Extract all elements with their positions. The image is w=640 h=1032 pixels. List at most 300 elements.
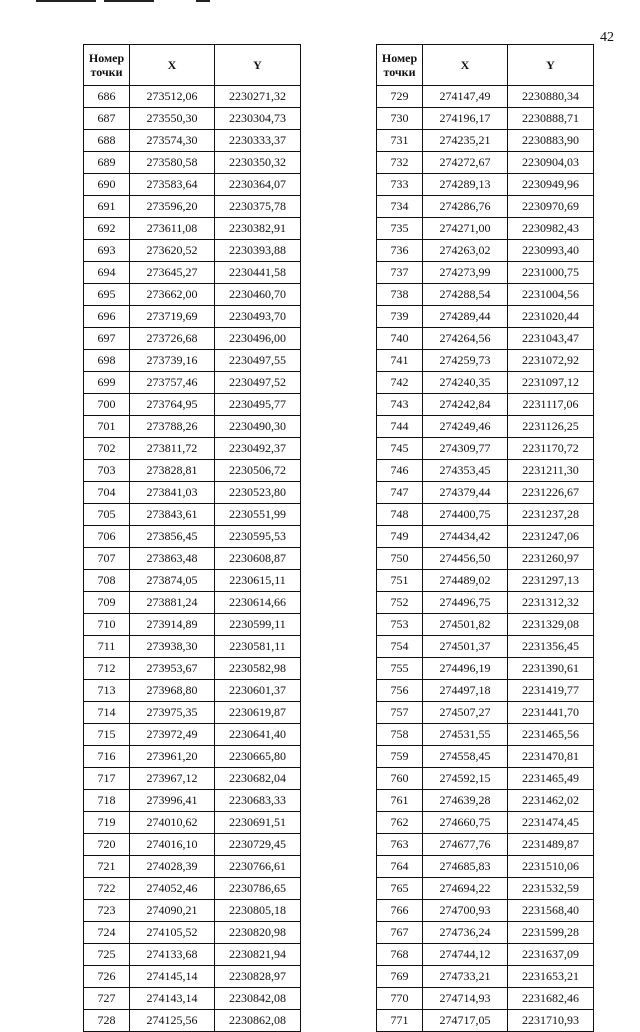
cell-point-number: 727 [84, 988, 130, 1010]
cell-point-number: 692 [84, 218, 130, 240]
cell-y: 2230608,87 [215, 548, 301, 570]
cell-x: 274456,50 [423, 548, 508, 570]
cell-point-number: 726 [84, 966, 130, 988]
cell-x: 274489,02 [423, 570, 508, 592]
cell-y: 2231465,56 [508, 724, 594, 746]
cell-point-number: 714 [84, 702, 130, 724]
cell-y: 2230683,33 [215, 790, 301, 812]
cell-y: 2231126,25 [508, 416, 594, 438]
cell-point-number: 694 [84, 262, 130, 284]
cell-y: 2230691,51 [215, 812, 301, 834]
table-row [84, 416, 301, 438]
cell-y: 2231441,70 [508, 702, 594, 724]
cell-point-number: 752 [377, 592, 423, 614]
cell-point-number: 731 [377, 130, 423, 152]
cell-point-number: 704 [84, 482, 130, 504]
cell-x: 274289,44 [423, 306, 508, 328]
table-row [377, 394, 594, 416]
cell-x: 273961,20 [130, 746, 215, 768]
cell-y: 2230766,61 [215, 856, 301, 878]
cell-y: 2230821,94 [215, 944, 301, 966]
cell-x: 274714,93 [423, 988, 508, 1010]
cell-point-number: 741 [377, 350, 423, 372]
table-row [377, 834, 594, 856]
cell-x: 274744,12 [423, 944, 508, 966]
cell-y: 2230949,96 [508, 174, 594, 196]
cell-x: 273863,48 [130, 548, 215, 570]
cell-point-number: 720 [84, 834, 130, 856]
cell-y: 2230492,37 [215, 438, 301, 460]
scan-artifact-line [104, 0, 154, 2]
cell-x: 273662,00 [130, 284, 215, 306]
cell-y: 2230729,45 [215, 834, 301, 856]
cell-point-number: 717 [84, 768, 130, 790]
cell-x: 274143,14 [130, 988, 215, 1010]
table-row [377, 988, 594, 1010]
cell-x: 274497,18 [423, 680, 508, 702]
cell-x: 273764,95 [130, 394, 215, 416]
cell-x: 274677,76 [423, 834, 508, 856]
cell-point-number: 716 [84, 746, 130, 768]
table-row [377, 306, 594, 328]
table-row [84, 482, 301, 504]
cell-x: 273719,69 [130, 306, 215, 328]
cell-y: 2231470,81 [508, 746, 594, 768]
cell-point-number: 765 [377, 878, 423, 900]
cell-point-number: 740 [377, 328, 423, 350]
table-row [377, 746, 594, 768]
cell-point-number: 754 [377, 636, 423, 658]
cell-point-number: 769 [377, 966, 423, 988]
table-row [84, 768, 301, 790]
table-row [377, 658, 594, 680]
cell-x: 274501,82 [423, 614, 508, 636]
cell-point-number: 705 [84, 504, 130, 526]
cell-y: 2230393,88 [215, 240, 301, 262]
cell-point-number: 686 [84, 86, 130, 108]
cell-x: 273574,30 [130, 130, 215, 152]
table-row [84, 570, 301, 592]
table-row [377, 812, 594, 834]
cell-x: 274133,68 [130, 944, 215, 966]
cell-point-number: 761 [377, 790, 423, 812]
cell-y: 2230364,07 [215, 174, 301, 196]
cell-y: 2231117,06 [508, 394, 594, 416]
cell-y: 2230523,80 [215, 482, 301, 504]
cell-y: 2230490,30 [215, 416, 301, 438]
cell-y: 2231510,06 [508, 856, 594, 878]
cell-y: 2230595,53 [215, 526, 301, 548]
cell-y: 2230599,11 [215, 614, 301, 636]
cell-point-number: 764 [377, 856, 423, 878]
cell-point-number: 700 [84, 394, 130, 416]
table-row [377, 724, 594, 746]
cell-point-number: 721 [84, 856, 130, 878]
cell-y: 2230786,65 [215, 878, 301, 900]
cell-point-number: 718 [84, 790, 130, 812]
cell-y: 2230665,80 [215, 746, 301, 768]
cell-x: 273580,58 [130, 152, 215, 174]
cell-y: 2230904,03 [508, 152, 594, 174]
cell-x: 273645,27 [130, 262, 215, 284]
table-row [84, 152, 301, 174]
cell-point-number: 703 [84, 460, 130, 482]
table-row [377, 548, 594, 570]
cell-point-number: 734 [377, 196, 423, 218]
cell-y: 2231568,40 [508, 900, 594, 922]
cell-point-number: 758 [377, 724, 423, 746]
cell-point-number: 743 [377, 394, 423, 416]
table-row [377, 922, 594, 944]
cell-x: 274685,83 [423, 856, 508, 878]
cell-x: 274736,24 [423, 922, 508, 944]
cell-point-number: 746 [377, 460, 423, 482]
cell-x: 274501,37 [423, 636, 508, 658]
cell-point-number: 707 [84, 548, 130, 570]
table-row [84, 922, 301, 944]
cell-y: 2231170,72 [508, 438, 594, 460]
cell-y: 2231462,02 [508, 790, 594, 812]
cell-x: 274263,02 [423, 240, 508, 262]
table-row [84, 196, 301, 218]
cell-y: 2231329,08 [508, 614, 594, 636]
cell-y: 2230271,32 [215, 86, 301, 108]
table-row [377, 86, 594, 108]
cell-y: 2230497,55 [215, 350, 301, 372]
cell-point-number: 722 [84, 878, 130, 900]
table-row [84, 240, 301, 262]
cell-x: 273881,24 [130, 592, 215, 614]
cell-x: 274733,21 [423, 966, 508, 988]
cell-y: 2231489,87 [508, 834, 594, 856]
table-row [84, 1010, 301, 1032]
cell-point-number: 748 [377, 504, 423, 526]
cell-point-number: 733 [377, 174, 423, 196]
table-row [84, 900, 301, 922]
cell-y: 2230493,70 [215, 306, 301, 328]
cell-point-number: 697 [84, 328, 130, 350]
table-row [377, 262, 594, 284]
cell-y: 2231474,45 [508, 812, 594, 834]
cell-y: 2231297,13 [508, 570, 594, 592]
cell-x: 273788,26 [130, 416, 215, 438]
cell-point-number: 742 [377, 372, 423, 394]
cell-y: 2230582,98 [215, 658, 301, 680]
header-y: Y [215, 45, 301, 86]
cell-x: 273596,20 [130, 196, 215, 218]
cell-point-number: 691 [84, 196, 130, 218]
cell-point-number: 755 [377, 658, 423, 680]
cell-x: 274249,46 [423, 416, 508, 438]
cell-point-number: 767 [377, 922, 423, 944]
cell-x: 273856,45 [130, 526, 215, 548]
cell-x: 273968,80 [130, 680, 215, 702]
table-row [84, 812, 301, 834]
cell-point-number: 744 [377, 416, 423, 438]
coordinates-table-right [376, 44, 594, 1032]
cell-x: 274507,27 [423, 702, 508, 724]
cell-x: 273611,08 [130, 218, 215, 240]
cell-y: 2231000,75 [508, 262, 594, 284]
table-row [377, 900, 594, 922]
cell-x: 274353,45 [423, 460, 508, 482]
coordinates-table-left [83, 44, 301, 1032]
table-row [84, 174, 301, 196]
scan-artifact-line [196, 0, 210, 2]
cell-y: 2231390,61 [508, 658, 594, 680]
cell-point-number: 712 [84, 658, 130, 680]
cell-point-number: 762 [377, 812, 423, 834]
cell-x: 273914,89 [130, 614, 215, 636]
cell-x: 273843,61 [130, 504, 215, 526]
cell-point-number: 750 [377, 548, 423, 570]
cell-x: 273726,68 [130, 328, 215, 350]
cell-y: 2231211,30 [508, 460, 594, 482]
cell-point-number: 699 [84, 372, 130, 394]
table-row [377, 416, 594, 438]
cell-y: 2231465,49 [508, 768, 594, 790]
cell-point-number: 690 [84, 174, 130, 196]
cell-y: 2231260,97 [508, 548, 594, 570]
cell-y: 2230970,69 [508, 196, 594, 218]
table-row [377, 504, 594, 526]
cell-point-number: 708 [84, 570, 130, 592]
cell-y: 2230862,08 [215, 1010, 301, 1032]
cell-point-number: 696 [84, 306, 130, 328]
cell-y: 2230375,78 [215, 196, 301, 218]
table-row [84, 746, 301, 768]
table-row [377, 130, 594, 152]
cell-y: 2230880,34 [508, 86, 594, 108]
cell-y: 2230993,40 [508, 240, 594, 262]
table-row [84, 988, 301, 1010]
cell-x: 273620,52 [130, 240, 215, 262]
cell-y: 2231653,21 [508, 966, 594, 988]
table-row [377, 196, 594, 218]
header-x: X [423, 45, 508, 86]
table-row [377, 174, 594, 196]
cell-x: 273828,81 [130, 460, 215, 482]
cell-x: 273874,05 [130, 570, 215, 592]
table-row [84, 680, 301, 702]
table-row [84, 86, 301, 108]
cell-x: 274496,75 [423, 592, 508, 614]
cell-x: 274264,56 [423, 328, 508, 350]
cell-point-number: 688 [84, 130, 130, 152]
cell-x: 274379,44 [423, 482, 508, 504]
table-row [377, 614, 594, 636]
cell-point-number: 739 [377, 306, 423, 328]
cell-x: 274196,17 [423, 108, 508, 130]
cell-point-number: 737 [377, 262, 423, 284]
cell-x: 273841,03 [130, 482, 215, 504]
cell-x: 274271,00 [423, 218, 508, 240]
cell-point-number: 695 [84, 284, 130, 306]
table-row [377, 856, 594, 878]
table-row [377, 152, 594, 174]
header-point-number: Номер точки [84, 45, 130, 86]
cell-x: 274272,67 [423, 152, 508, 174]
cell-point-number: 730 [377, 108, 423, 130]
cell-y: 2230883,90 [508, 130, 594, 152]
cell-point-number: 747 [377, 482, 423, 504]
table-row [84, 438, 301, 460]
cell-point-number: 701 [84, 416, 130, 438]
table-row [84, 834, 301, 856]
table-row [84, 878, 301, 900]
cell-y: 2230614,66 [215, 592, 301, 614]
cell-point-number: 745 [377, 438, 423, 460]
table-row [84, 856, 301, 878]
cell-x: 274028,39 [130, 856, 215, 878]
cell-y: 2230601,37 [215, 680, 301, 702]
cell-y: 2230615,11 [215, 570, 301, 592]
table-header-row [377, 45, 594, 86]
cell-x: 274259,73 [423, 350, 508, 372]
table-row [377, 680, 594, 702]
cell-x: 274496,19 [423, 658, 508, 680]
cell-y: 2231043,47 [508, 328, 594, 350]
table-row [377, 592, 594, 614]
table-row [84, 460, 301, 482]
cell-point-number: 735 [377, 218, 423, 240]
cell-point-number: 689 [84, 152, 130, 174]
cell-y: 2231097,12 [508, 372, 594, 394]
cell-y: 2230350,32 [215, 152, 301, 174]
cell-y: 2230682,04 [215, 768, 301, 790]
cell-y: 2230333,37 [215, 130, 301, 152]
cell-x: 274558,45 [423, 746, 508, 768]
table-row [377, 768, 594, 790]
cell-y: 2231072,92 [508, 350, 594, 372]
cell-point-number: 706 [84, 526, 130, 548]
table-row [377, 328, 594, 350]
table-row [84, 284, 301, 306]
cell-y: 2231419,77 [508, 680, 594, 702]
cell-y: 2230888,71 [508, 108, 594, 130]
cell-y: 2230828,97 [215, 966, 301, 988]
cell-y: 2231637,09 [508, 944, 594, 966]
cell-y: 2230382,91 [215, 218, 301, 240]
cell-point-number: 728 [84, 1010, 130, 1032]
cell-x: 274240,35 [423, 372, 508, 394]
page-number: 42 [600, 30, 614, 45]
cell-point-number: 757 [377, 702, 423, 724]
cell-point-number: 719 [84, 812, 130, 834]
cell-x: 274694,22 [423, 878, 508, 900]
table-row [377, 636, 594, 658]
header-x: X [130, 45, 215, 86]
table-row [377, 438, 594, 460]
cell-x: 273938,30 [130, 636, 215, 658]
table-row [84, 394, 301, 416]
cell-x: 274235,21 [423, 130, 508, 152]
table-row [84, 944, 301, 966]
cell-x: 274660,75 [423, 812, 508, 834]
cell-point-number: 736 [377, 240, 423, 262]
cell-x: 274288,54 [423, 284, 508, 306]
cell-y: 2230495,77 [215, 394, 301, 416]
table-row [377, 482, 594, 504]
cell-point-number: 771 [377, 1010, 423, 1032]
cell-y: 2230619,87 [215, 702, 301, 724]
cell-x: 274286,76 [423, 196, 508, 218]
cell-y: 2230496,00 [215, 328, 301, 350]
cell-y: 2231020,44 [508, 306, 594, 328]
cell-y: 2230641,40 [215, 724, 301, 746]
cell-x: 273975,35 [130, 702, 215, 724]
table-row [84, 658, 301, 680]
cell-y: 2231599,28 [508, 922, 594, 944]
table-body [377, 86, 594, 1032]
table-row [84, 504, 301, 526]
cell-point-number: 732 [377, 152, 423, 174]
cell-x: 274273,99 [423, 262, 508, 284]
cell-x: 274400,75 [423, 504, 508, 526]
cell-y: 2230805,18 [215, 900, 301, 922]
cell-x: 273967,12 [130, 768, 215, 790]
table-row [377, 702, 594, 724]
cell-x: 274531,55 [423, 724, 508, 746]
table-row [84, 526, 301, 548]
table-row [377, 526, 594, 548]
cell-x: 274717,05 [423, 1010, 508, 1032]
cell-y: 2230581,11 [215, 636, 301, 658]
cell-y: 2231312,32 [508, 592, 594, 614]
cell-y: 2231004,56 [508, 284, 594, 306]
cell-x: 273972,49 [130, 724, 215, 746]
table-row [84, 548, 301, 570]
cell-y: 2230506,72 [215, 460, 301, 482]
cell-x: 274309,77 [423, 438, 508, 460]
cell-x: 274145,14 [130, 966, 215, 988]
cell-y: 2231226,67 [508, 482, 594, 504]
cell-y: 2230441,58 [215, 262, 301, 284]
table-row [84, 790, 301, 812]
table-row [84, 328, 301, 350]
cell-y: 2230551,99 [215, 504, 301, 526]
table-row [84, 966, 301, 988]
table-row [84, 108, 301, 130]
table-row [377, 790, 594, 812]
table-row [84, 262, 301, 284]
scan-artifact-line [36, 0, 96, 2]
cell-point-number: 766 [377, 900, 423, 922]
cell-y: 2230820,98 [215, 922, 301, 944]
cell-x: 274289,13 [423, 174, 508, 196]
cell-y: 2230842,08 [215, 988, 301, 1010]
cell-x: 274010,62 [130, 812, 215, 834]
header-point-number: Номер точки [377, 45, 423, 86]
cell-y: 2231356,45 [508, 636, 594, 658]
cell-x: 274052,46 [130, 878, 215, 900]
cell-y: 2231682,46 [508, 988, 594, 1010]
cell-x: 274592,15 [423, 768, 508, 790]
cell-point-number: 711 [84, 636, 130, 658]
cell-point-number: 753 [377, 614, 423, 636]
cell-x: 274090,21 [130, 900, 215, 922]
cell-x: 274639,28 [423, 790, 508, 812]
table-row [377, 966, 594, 988]
table-header-row [84, 45, 301, 86]
header-y: Y [508, 45, 594, 86]
table-row [84, 306, 301, 328]
cell-y: 2230304,73 [215, 108, 301, 130]
cell-point-number: 710 [84, 614, 130, 636]
table-body [84, 86, 301, 1032]
table-row [84, 350, 301, 372]
table-row [377, 570, 594, 592]
